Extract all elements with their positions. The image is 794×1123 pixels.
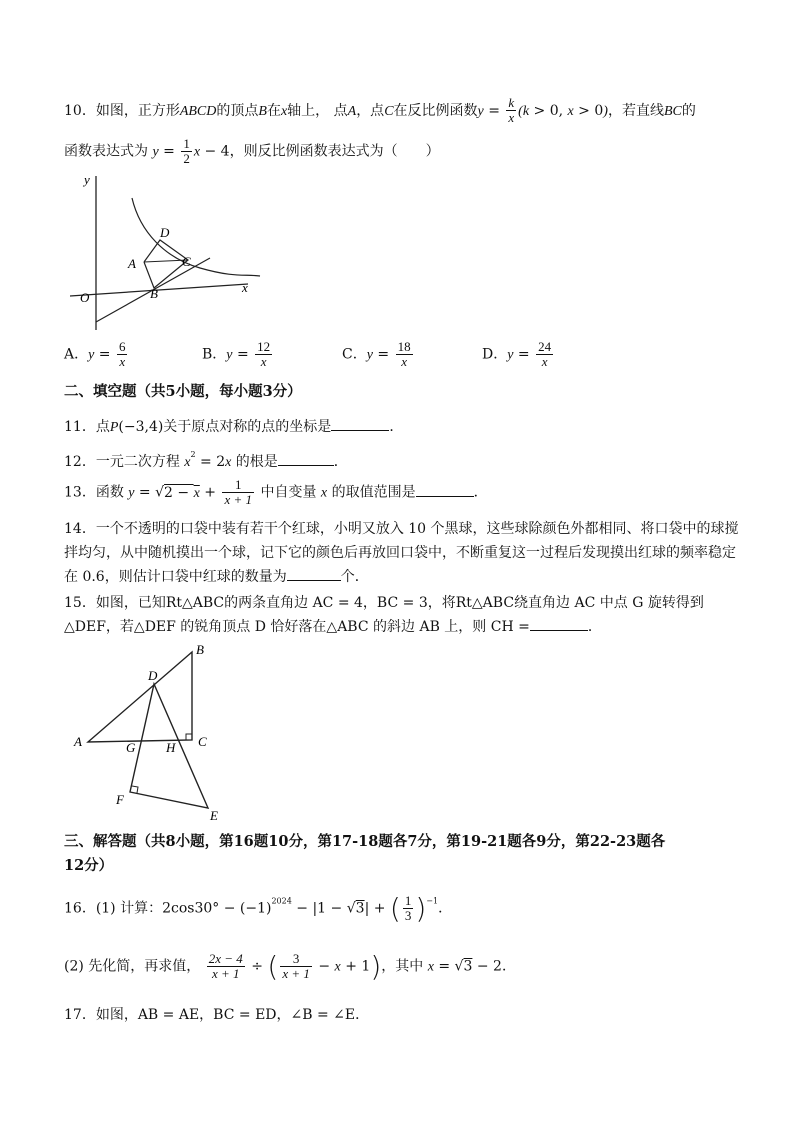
- frac-k-x: $\frac{k}{x}$: [508, 95, 515, 125]
- q15-line2-text: △DEF，若△DEF 的锐角顶点 D 恰好落在△ABC 的斜边 AB 上，则 CH =: [64, 619, 530, 635]
- q16-part1: 16．(1) 计算：$2\cos 30^\circ - (-1)^{2024} - |1 - √3|$ + ( $\frac{1}{3}$ )$^{-1}$．: [64, 892, 453, 925]
- label-d: D: [148, 668, 158, 683]
- q13: 13．函数 y = √2 − x + $\frac{1}{x + 1}$ 中自变量 x 的取值范围是 ．: [64, 477, 488, 507]
- q14-line3b: 个．: [340, 569, 369, 585]
- frac-18-x: $\frac{18}{x}$: [397, 339, 411, 369]
- q14-line3: [64, 566, 369, 586]
- label-x: x: [242, 280, 248, 295]
- q11: 11．点P(−3,4)关于原点对称的点的坐标是 ．: [64, 416, 403, 436]
- q11-answer-blank[interactable]: [331, 416, 389, 431]
- frac-12-x: $\frac{12}{x}$: [257, 339, 271, 369]
- hyperbola-curve: [132, 198, 260, 276]
- q10-option-c[interactable]: C．y = $\frac{18}{x}$: [342, 339, 411, 369]
- q10-line1: [64, 96, 696, 125]
- label-d: D: [160, 225, 170, 240]
- q15-figure: [72, 642, 242, 822]
- label-h: H: [166, 740, 176, 755]
- section3-heading-line1: 三、解答题（共8小题，第16题10分，第17-18题各7分，第19-21题各9分，第22-23题各: [64, 833, 666, 850]
- q10-option-b[interactable]: B．y = $\frac{12}{x}$: [202, 339, 271, 369]
- label-a: A: [128, 256, 136, 271]
- q17: 17．如图，AB = AE，BC = ED，∠B = ∠E．: [64, 1007, 370, 1023]
- label-g: G: [126, 740, 136, 755]
- label-a: A: [74, 734, 82, 749]
- label-b: B: [150, 286, 158, 301]
- label-f: F: [116, 792, 124, 807]
- label-e: E: [210, 808, 218, 822]
- frac-3-x1: $\frac{3}{x + 1}$: [282, 951, 310, 981]
- q10-option-a[interactable]: A．y = $\frac{6}{x}$: [64, 339, 126, 369]
- section2-heading: 二、填空题（共5小题，每小题3分）: [64, 383, 302, 400]
- frac-24-x: $\frac{24}{x}$: [538, 339, 552, 369]
- q13-answer-blank[interactable]: [416, 482, 474, 497]
- frac-2x4: $\frac{2x - 4}{x + 1}$: [208, 951, 243, 981]
- section3-heading-line2: 12分）: [64, 857, 114, 874]
- q14-line1: 14．一个不透明的口袋中装有若干个红球，小明又放入 10 个黑球，这些球除颜色外都相同、将口袋中的球搅: [64, 521, 739, 537]
- q15-answer-blank[interactable]: [530, 616, 588, 631]
- frac-1-2: $\frac{1}{2}$: [183, 136, 190, 166]
- triangle-abc: [88, 652, 192, 742]
- frac-1-3: $\frac{1}{3}$: [404, 893, 412, 923]
- q14-answer-blank[interactable]: [287, 566, 341, 581]
- q10-option-d[interactable]: D．y = $\frac{24}{x}$: [482, 339, 552, 369]
- frac-6-x: $\frac{6}{x}$: [118, 339, 126, 369]
- label-y: y: [84, 172, 90, 187]
- label-b: B: [196, 642, 204, 657]
- q10-figure: [70, 170, 270, 330]
- q16-part2: (2) 先化简，再求值， $\frac{2x - 4}{x + 1}$ ÷ ( $\frac{3}{x + 1}$ − x + 1)，其中 x = √3 − 2．: [64, 950, 516, 983]
- x-axis: [70, 284, 248, 296]
- q15-line1: 15．如图，已知Rt△ABC的两条直角边 AC = 4，BC = 3，将Rt△ABC绕直角边 AC 中点 G 旋转得到: [64, 595, 704, 611]
- label-o: O: [80, 290, 90, 305]
- q10-line1-visible: 10．如图，正方形ABCD的顶点B在x轴上， 点A，点C在反比例函数y = $\frac{k}{x}$ (k > 0, x > 0)，若直线BC的: [64, 95, 696, 125]
- q14-line3a: 在 0.6，则估计口袋中红球的数量为: [64, 569, 287, 585]
- q12: 12．一元二次方程 $x^2 = 2x$ 的根是 ．: [64, 450, 348, 470]
- q10-line2: 函数表达式为 y = $\frac{1}{2}$ x − 4，则反比例函数表达式为（ ）: [64, 136, 440, 166]
- label-c: C: [182, 254, 191, 269]
- frac-1-x1: $\frac{1}{x + 1}$: [224, 477, 253, 507]
- q12-answer-blank[interactable]: [278, 451, 334, 466]
- q15-line2: △DEF，若△DEF 的锐角顶点 D 恰好落在△ABC 的斜边 AB 上，则 CH = ．: [64, 616, 602, 636]
- q14-line2: 拌均匀，从中随机摸出一个球，记下它的颜色后再放回口袋中，不断重复这一过程后发现摸出红球的频率稳定: [64, 545, 736, 561]
- right-angle-c: [186, 734, 192, 740]
- label-c: C: [198, 734, 207, 749]
